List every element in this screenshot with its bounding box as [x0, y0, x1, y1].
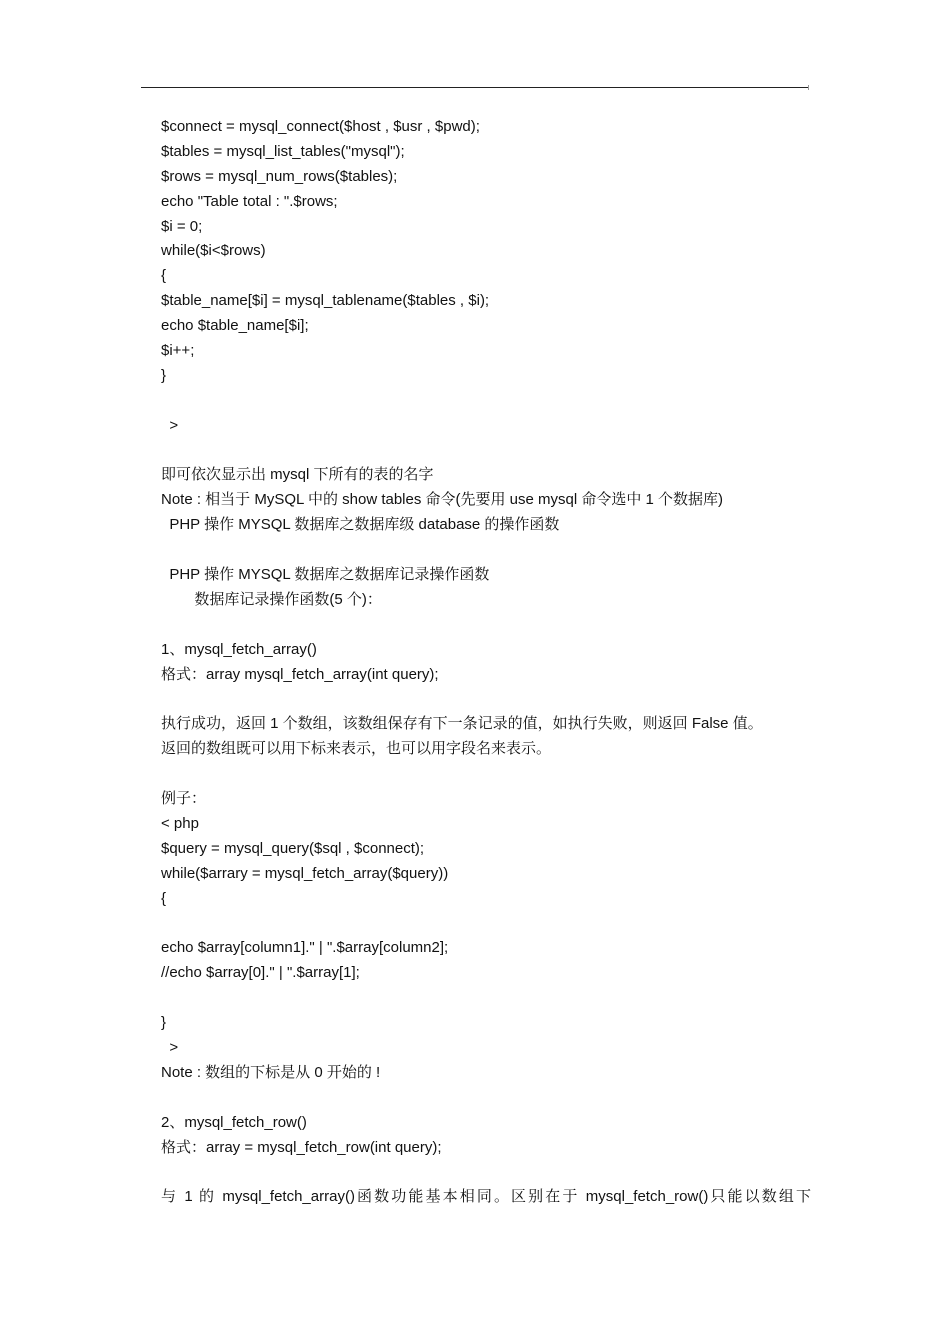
code-line: while($arrary = mysql_fetch_array($query)): [161, 864, 449, 882]
blank-line: [161, 439, 811, 464]
code-line: $connect = mysql_connect($host , $usr , $pwd);: [161, 118, 480, 135]
code-line: {: [161, 889, 167, 907]
blank-line: [161, 912, 811, 937]
code-line: echo $array[column1]." | ".$array[column2];: [161, 939, 449, 957]
example-label: 例子：: [161, 790, 207, 808]
subsection-heading: 数据库记录操作函数(5 个)：: [161, 590, 382, 608]
code-line: {: [161, 267, 167, 285]
blank-line: [161, 613, 811, 638]
blank-line: [161, 986, 811, 1011]
code-line: }: [161, 366, 167, 384]
text-line: 即可依次显示出 mysql 下所有的表的名字: [161, 466, 434, 484]
format-line: 格式：array = mysql_fetch_row(int query);: [161, 1138, 442, 1156]
blank-line: [161, 687, 811, 712]
section-heading: PHP 操作 MYSQL 数据库之数据库级 database 的操作函数: [161, 516, 560, 534]
text-line: 执行成功，返回 1 个数组，该数组保存有下一条记录的值，如执行失败，则返回 False 值。: [161, 715, 763, 733]
format-line: 格式：array mysql_fetch_array(int query);: [161, 665, 439, 683]
code-line: $query = mysql_query($sql , $connect);: [161, 839, 425, 857]
code-line: while($i<$rows): [161, 242, 266, 260]
code-line: $i++;: [161, 342, 195, 360]
text-line: 与 1 的 mysql_fetch_array()函数功能基本相同。区别在于 mysql_fetch_row()只能以数组下: [161, 1188, 811, 1206]
code-line: }: [161, 1014, 167, 1032]
code-line: $rows = mysql_num_rows($tables);: [161, 167, 398, 185]
code-line: echo $table_name[$i];: [161, 317, 309, 335]
code-line: echo "Table total : ".$rows;: [161, 192, 338, 210]
document-body: [161, 115, 811, 1210]
code-line: $table_name[$i] = mysql_tablename($tables , $i);: [161, 292, 490, 310]
note-line: Note : 数组的下标是从 0 开始的 !: [161, 1063, 381, 1081]
function-heading: 1、mysql_fetch_array(): [161, 640, 317, 658]
code-line: < php: [161, 814, 199, 832]
blank-line: [161, 1160, 811, 1185]
code-line: $tables = mysql_list_tables("mysql");: [161, 142, 405, 160]
header-rule-mark: [808, 85, 809, 90]
blank-line: [161, 1086, 811, 1111]
blank-line: [161, 762, 811, 787]
code-line: >: [161, 1038, 179, 1056]
code-line: //echo $array[0]." | ".$array[1];: [161, 964, 360, 982]
header-rule: [141, 87, 809, 88]
blank-line: [161, 538, 811, 563]
section-heading: PHP 操作 MYSQL 数据库之数据库记录操作函数: [161, 566, 490, 584]
function-heading: 2、mysql_fetch_row(): [161, 1113, 307, 1131]
note-line: Note : 相当于 MySQL 中的 show tables 命令(先要用 use mysql 命令选中 1 个数据库): [161, 491, 724, 509]
blank-line: [161, 389, 811, 414]
code-line: >: [161, 416, 179, 434]
text-line: 返回的数组既可以用下标来表示，也可以用字段名来表示。: [161, 740, 552, 758]
code-line: $i = 0;: [161, 217, 203, 235]
